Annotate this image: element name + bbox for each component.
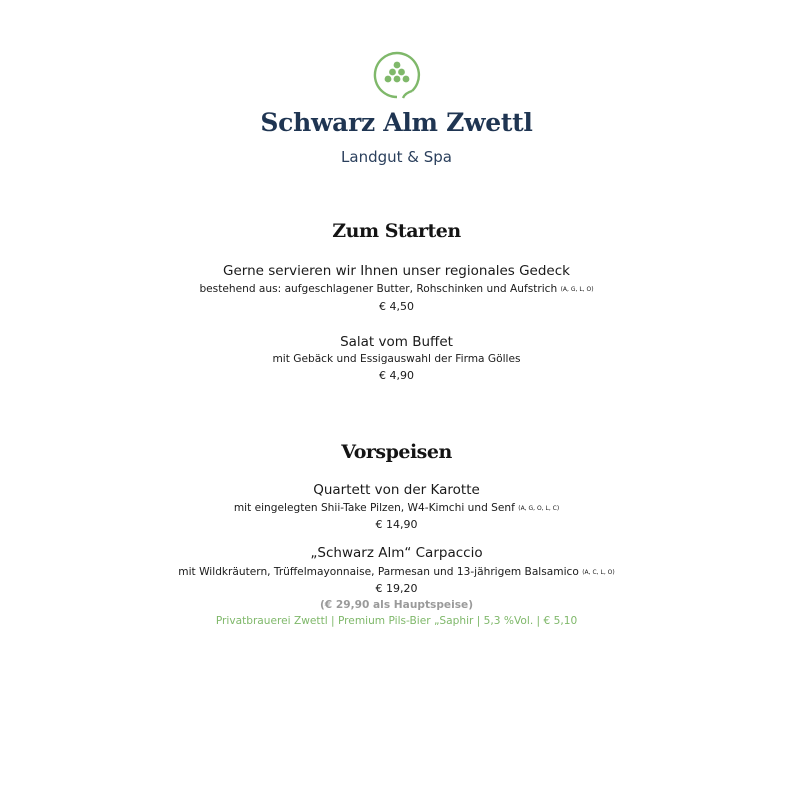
beer-pairing: Privatbrauerei Zwettl | Premium Pils-Bier „Saphir | 5,3 %Vol. | € 5,10 bbox=[215, 615, 578, 627]
menu-item-description: bestehend aus: aufgeschlagener Butter, Rohschinken und Aufstrich (A, G, L, O) bbox=[199, 283, 594, 295]
grape-cluster-icon bbox=[372, 51, 422, 101]
menu-item-price: € 19,20 bbox=[375, 582, 418, 595]
menu-item-name: Salat vom Buffet bbox=[340, 334, 453, 350]
main-course-price: (€ 29,90 als Hauptspeise) bbox=[319, 599, 474, 611]
menu-item-price: € 4,90 bbox=[379, 369, 414, 382]
allergen-codes: (A, C, L, O) bbox=[582, 569, 615, 576]
menu-item-price: € 14,90 bbox=[375, 518, 418, 531]
menu-item-description: mit Wildkräutern, Trüffelmayonnaise, Parmesan und 13-jährigem Balsamico (A, C, L, O) bbox=[178, 566, 615, 578]
section-title-vorspeisen: Vorspeisen bbox=[341, 441, 452, 463]
section-title-zum-starten: Zum Starten bbox=[332, 220, 461, 242]
allergen-codes: (A, G, O, L, C) bbox=[518, 505, 560, 512]
brand-name: Schwarz Alm Zwettl bbox=[260, 108, 533, 137]
brand-subtitle: Landgut & Spa bbox=[341, 148, 452, 166]
menu-item-name: Quartett von der Karotte bbox=[313, 482, 480, 498]
menu-item-description: mit Gebäck und Essigauswahl der Firma Gölles bbox=[272, 353, 521, 365]
allergen-codes: (A, G, L, O) bbox=[560, 286, 594, 293]
menu-item-name: Gerne servieren wir Ihnen unser regionales Gedeck bbox=[223, 263, 570, 279]
menu-item-name: „Schwarz Alm“ Carpaccio bbox=[310, 545, 483, 561]
menu-item-description: mit eingelegten Shii-Take Pilzen, W4-Kimchi und Senf (A, G, O, L, C) bbox=[233, 502, 560, 514]
menu-item-price: € 4,50 bbox=[379, 300, 414, 313]
